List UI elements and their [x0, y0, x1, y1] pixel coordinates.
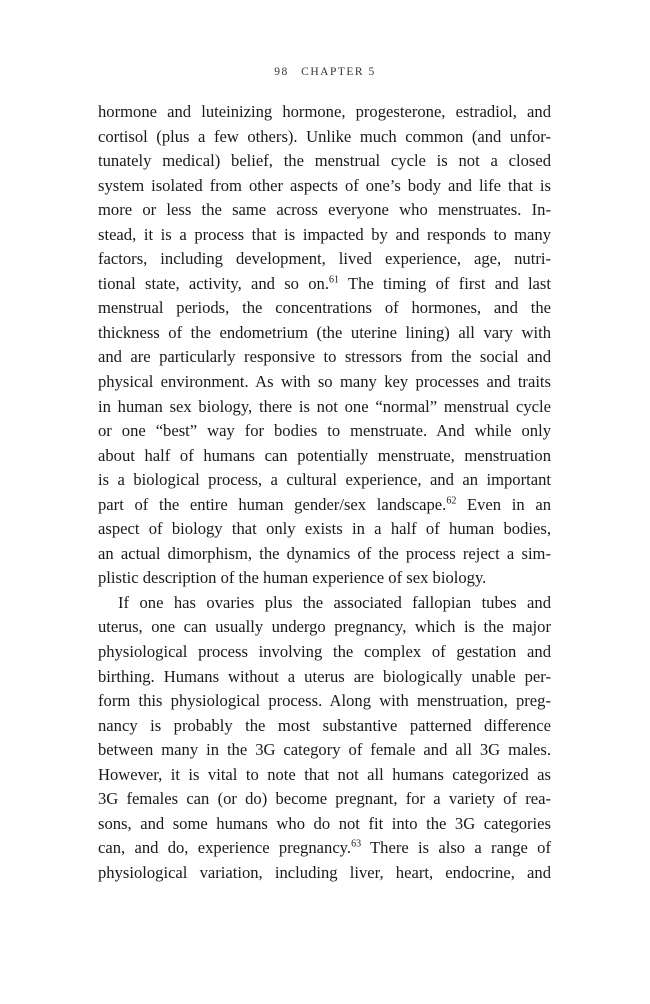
text-line: between many in the 3G category of female and all 3G males. — [98, 740, 551, 760]
text-line: more or less the same across everyone who menstruates. In- — [98, 200, 551, 220]
text-line: 3G females can (or do) become pregnant, for a variety of rea- — [98, 789, 551, 809]
text-line: is a biological process, a cultural experience, and an important — [98, 470, 551, 490]
footnote-marker-61: 61 — [328, 274, 339, 286]
text-segment: Even in an — [456, 494, 551, 514]
text-line-with-footnote — [98, 272, 551, 297]
text-line: physical environment. As with so many key processes and traits — [98, 372, 551, 392]
text-line-with-footnote — [98, 493, 551, 518]
text-line: physiological variation, including liver, heart, endocrine, and — [98, 862, 551, 882]
text-line: If one has ovaries plus the associated fallopian tubes and — [118, 592, 551, 612]
text-line: menstrual periods, the concentrations of hormones, and the — [98, 298, 551, 318]
text-line: physiological process involving the complex of gestation and — [98, 642, 551, 662]
running-head — [0, 66, 650, 78]
paragraph-2 — [98, 591, 551, 886]
text-line: hormone and luteinizing hormone, progesterone, estradiol, and — [98, 102, 551, 121]
paragraph-1 — [98, 100, 551, 591]
text-line: system isolated from other aspects of one’s body and life that is — [98, 175, 551, 195]
text-line: stead, it is a process that is impacted by and responds to many — [98, 224, 551, 244]
text-line: or one “best” way for bodies to menstruate. And while only — [98, 421, 551, 441]
text-line: plistic description of the human experience of sex biology. — [98, 568, 487, 588]
text-line: nancy is probably the most substantive patterned difference — [98, 715, 551, 735]
text-segment: part of the entire human gender/sex landscape. — [98, 494, 447, 514]
footnote-marker-62: 62 — [446, 495, 457, 507]
text-line: However, it is vital to note that not all humans categorized as — [98, 764, 551, 784]
text-line: uterus, one can usually undergo pregnancy, which is the major — [98, 617, 551, 637]
text-line: sons, and some humans who do not fit into the 3G categories — [98, 813, 551, 833]
footnote-marker-63: 63 — [351, 838, 362, 850]
text-line: in human sex biology, there is not one “normal” menstrual cycle — [98, 396, 551, 416]
text-line: and are particularly responsive to stressors from the social and — [98, 347, 551, 367]
body-text — [98, 100, 551, 886]
text-line: factors, including development, lived experience, age, nutri- — [98, 249, 551, 269]
text-segment: tional state, activity, and so on. — [98, 273, 329, 293]
page-number: 98 — [274, 66, 289, 78]
chapter-label: CHAPTER 5 — [301, 66, 376, 78]
text-segment: There is also a range of — [361, 838, 552, 858]
text-line: form this physiological process. Along with menstruation, preg- — [98, 691, 551, 711]
text-line: about half of humans can potentially menstruate, menstruation — [98, 445, 551, 465]
text-line-with-footnote — [98, 836, 551, 861]
text-line: birthing. Humans without a uterus are biologically unable per- — [98, 666, 551, 686]
text-line: aspect of biology that only exists in a half of human bodies, — [98, 519, 551, 539]
text-line: cortisol (plus a few others). Unlike much common (and unfor- — [98, 126, 551, 146]
text-line: thickness of the endometrium (the uterine lining) all vary with — [98, 322, 551, 342]
text-line: an actual dimorphism, the dynamics of the process reject a sim- — [98, 543, 551, 563]
text-segment: can, and do, experience pregnancy. — [98, 838, 352, 858]
text-segment: The timing of first and last — [338, 273, 551, 293]
text-line: tunately medical) belief, the menstrual cycle is not a closed — [98, 151, 551, 171]
